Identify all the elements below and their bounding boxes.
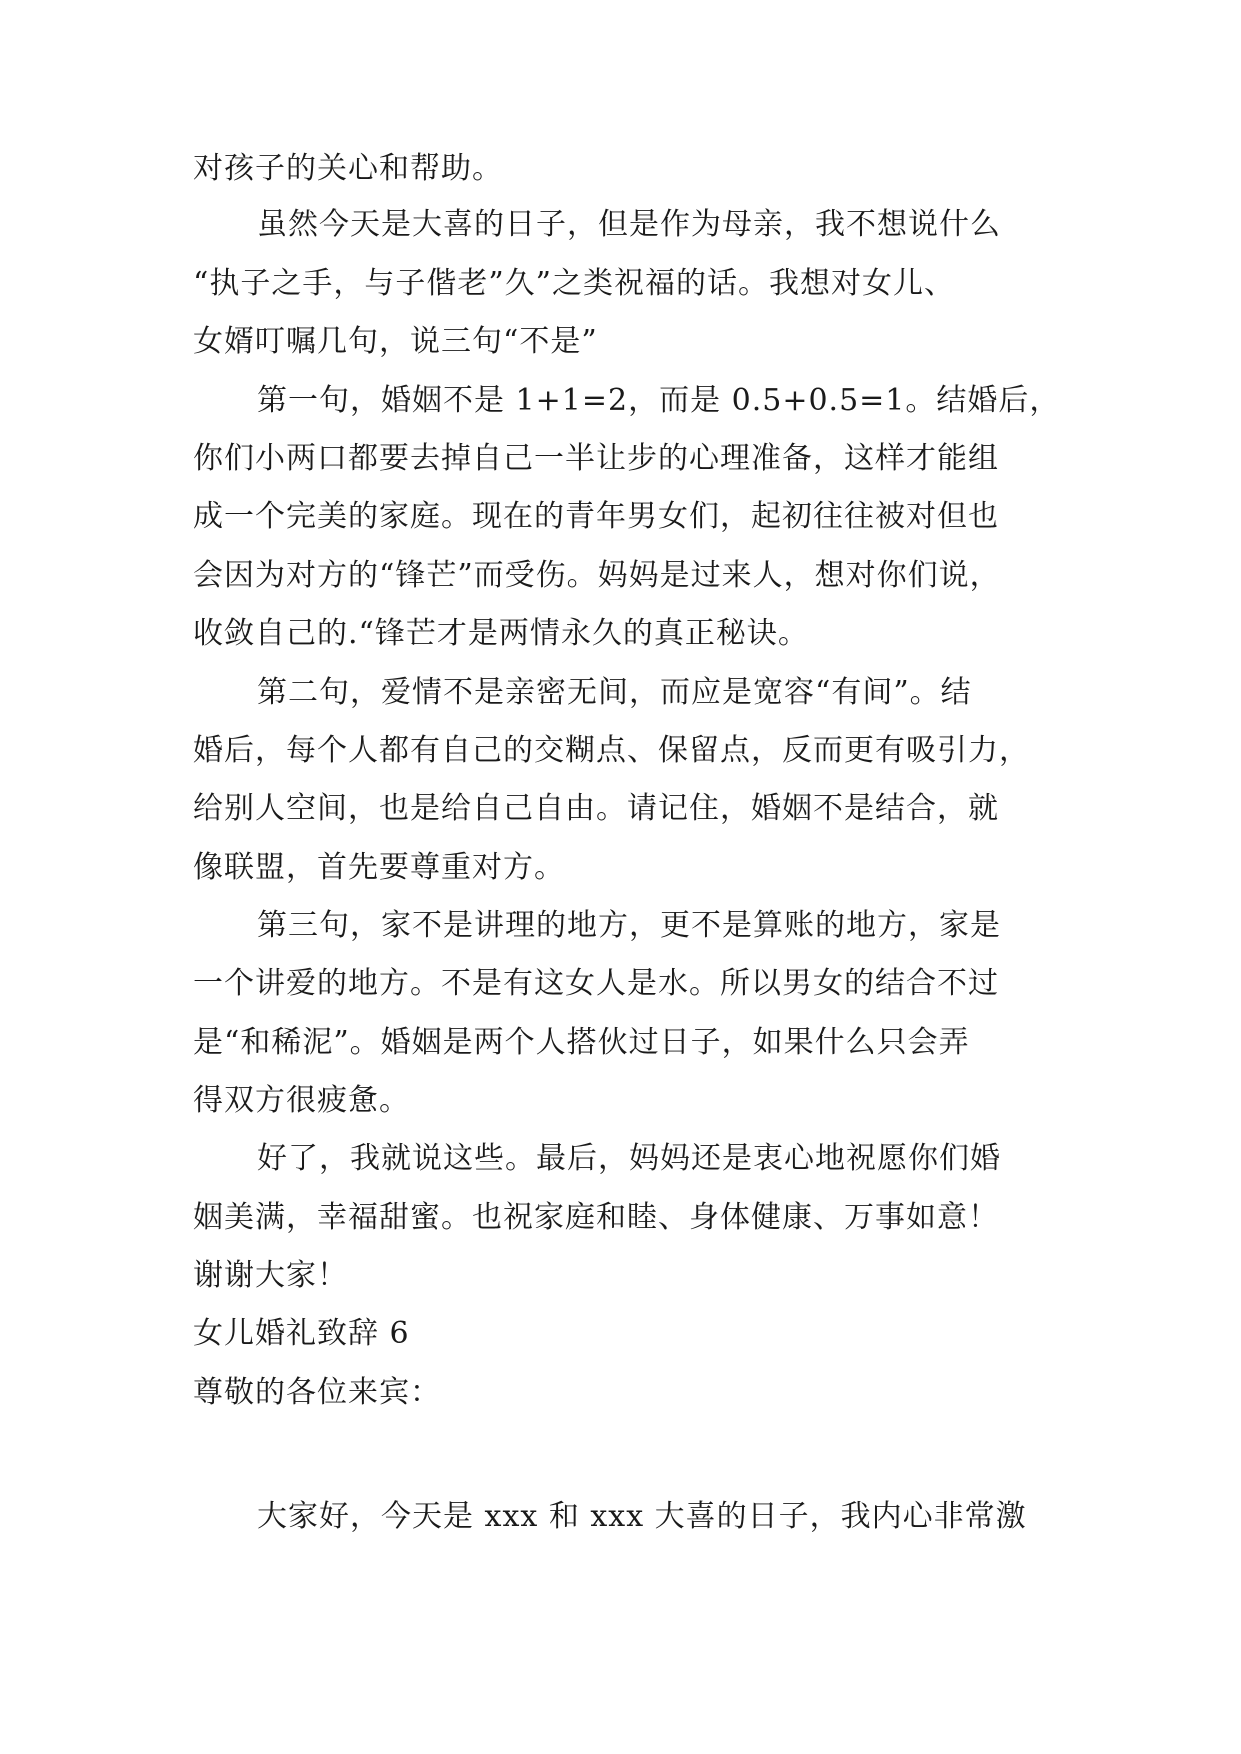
- paragraph-line: 是“和稀泥”。婚姻是两个人搭伙过日子，如果什么只会弄: [193, 1025, 970, 1060]
- paragraph-line: 你们小两口都要去掉自己一半让步的心理准备，这样才能组: [193, 441, 999, 476]
- paragraph-line: 一个讲爱的地方。不是有这女人是水。所以男女的结合不过: [193, 966, 999, 1001]
- paragraph-line: 第三句，家不是讲理的地方，更不是算账的地方，家是: [257, 908, 1001, 943]
- paragraph-line: 虽然今天是大喜的日子，但是作为母亲，我不想说什么: [257, 207, 1001, 242]
- section-heading: 女儿婚礼致辞 6: [193, 1316, 410, 1351]
- paragraph-line: 成一个完美的家庭。现在的青年男女们，起初往往被对但也: [193, 499, 999, 534]
- paragraph-line: 婚后，每个人都有自己的交糊点、保留点，反而更有吸引力，: [193, 733, 1030, 768]
- paragraph-line: 对孩子的关心和帮助。: [193, 151, 503, 186]
- paragraph-line: 收敛自己的.“锋芒才是两情永久的真正秘诀。: [193, 616, 809, 651]
- paragraph-line: 给别人空间，也是给自己自由。请记住，婚姻不是结合，就: [193, 791, 999, 826]
- paragraph-line: 像联盟，首先要尊重对方。: [193, 850, 565, 885]
- paragraph-line: 得双方很疲惫。: [193, 1083, 410, 1118]
- paragraph-line: “执子之手，与子偕老”久”之类祝福的话。我想对女儿、: [193, 266, 956, 301]
- paragraph-line: 第一句，婚姻不是 1+1=2，而是 0.5+0.5=1。结婚后，: [257, 383, 1061, 418]
- paragraph-line: 会因为对方的“锋芒”而受伤。妈妈是过来人，想对你们说，: [193, 558, 1001, 593]
- paragraph-line: 大家好，今天是 xxx 和 xxx 大喜的日子，我内心非常激: [257, 1499, 1027, 1534]
- paragraph-line: 姻美满，幸福甜蜜。也祝家庭和睦、身体健康、万事如意！: [193, 1200, 999, 1235]
- paragraph-line: 好了，我就说这些。最后，妈妈还是衷心地祝愿你们婚: [257, 1141, 1001, 1176]
- paragraph-line: 女婿叮嘱几句，说三句“不是”: [193, 324, 598, 359]
- salutation-line: 尊敬的各位来宾：: [193, 1375, 441, 1410]
- paragraph-line: 第二句，爱情不是亲密无间，而应是宽容“有间”。结: [257, 675, 972, 710]
- paragraph-line: 谢谢大家！: [193, 1258, 348, 1293]
